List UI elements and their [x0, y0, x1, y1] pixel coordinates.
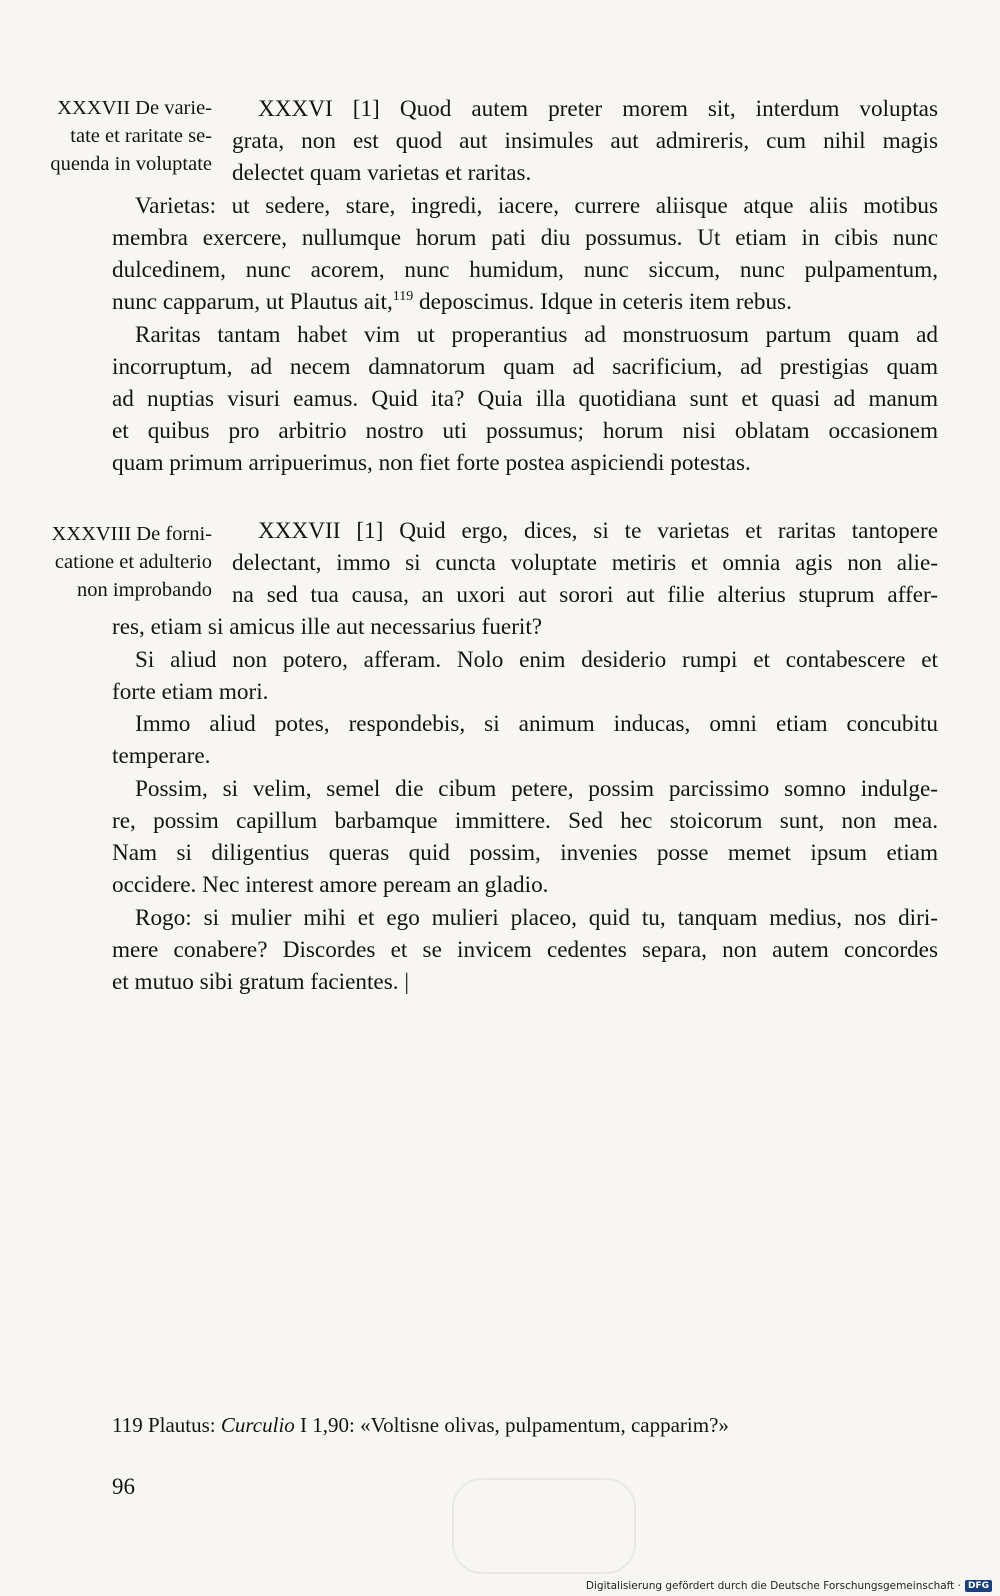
- text-line: et mutuo sibi gratum facientes. |: [112, 969, 410, 995]
- text-line: dulcedinem, nunc acorem, nunc humidum, nunc siccum, nunc pulpamentum,: [112, 257, 938, 283]
- text-line: ad nuptias visuri eamus. Quid ita? Quia illa quotidiana sunt et quasi ad manum: [112, 386, 938, 412]
- text-line: quam primum arripuerimus, non fiet forte postea aspiciendi potestas.: [112, 450, 751, 476]
- text-line: XXXVII [1] Quid ergo, dices, si te varietas et raritas tantopere: [258, 518, 938, 544]
- text-line: temperare.: [112, 743, 211, 769]
- text-line: Varietas: ut sedere, stare, ingredi, iacere, currere aliisque atque aliis motibus: [135, 193, 938, 219]
- footnote: 119 Plautus: Curculio I 1,90: «Voltisne olivas, pulpamentum, capparim?»: [112, 1413, 729, 1437]
- library-stamp-faint: [452, 1478, 636, 1574]
- dfg-logo-icon: DFG: [965, 1580, 992, 1592]
- marginal-note-xxxviii: XXXVIII De forni- catione et adulterio non improbando: [51, 523, 212, 601]
- footnote-ref: 119: [392, 289, 414, 304]
- text-line: Immo aliud potes, respondebis, si animum inducas, omni etiam concubitu: [135, 711, 938, 737]
- text-line: grata, non est quod aut insimules aut admireris, cum nihil magis: [232, 128, 938, 154]
- text-line: Si aliud non potero, afferam. Nolo enim desiderio rumpi et contabescere et: [135, 647, 938, 673]
- digitization-credit: Digitalisierung gefördert durch die Deutsche Forschungsgemeinschaft · DFG: [586, 1580, 992, 1592]
- text-line: na sed tua causa, an uxori aut sorori aut filie alterius stuprum affer-: [232, 582, 938, 608]
- text-line: incorruptum, ad necem damnatorum quam ad sacrificium, ad prestigias quam: [112, 354, 938, 380]
- text-line: XXXVI [1] Quod autem preter morem sit, interdum voluptas: [258, 96, 938, 122]
- text-line: res, etiam si amicus ille aut necessarius fuerit?: [112, 614, 543, 640]
- text-line: membra exercere, nullumque horum pati diu possumus. Ut etiam in cibis nunc: [112, 225, 938, 251]
- text-line: forte etiam mori.: [112, 679, 269, 705]
- text-line: occidere. Nec interest amore peream an gladio.: [112, 872, 549, 898]
- text-line: delectant, immo si cuncta voluptate metiris et omnia agis non alie-: [232, 550, 938, 576]
- text-line: mere conabere? Discordes et se invicem cedentes separa, non autem concordes: [112, 937, 938, 963]
- text-line: Raritas tantam habet vim ut properantius ad monstruosum partum quam ad: [135, 322, 938, 348]
- text-line: delectet quam varietas et raritas.: [232, 160, 532, 186]
- text-line: et quibus pro arbitrio nostro uti possumus; horum nisi oblatam occasionem: [112, 418, 938, 444]
- text-line: re, possim capillum barbamque immittere. Sed hec stoicorum sunt, non mea.: [112, 808, 938, 834]
- marginal-note-xxxvii: XXXVII De varie- tate et raritate se- quenda in voluptate: [50, 97, 212, 175]
- text-line: Possim, si velim, semel die cibum petere, possim parcissimo somno indulge-: [135, 776, 938, 802]
- text-line: nunc capparum, ut Plautus ait,$^{119}$ deposcimus. Idque in ceteris item rebus.: [112, 289, 792, 315]
- page-number: 96: [112, 1474, 135, 1499]
- text-line: Nam si diligentius queras quid possim, invenies posse memet ipsum etiam: [112, 840, 938, 866]
- text-line: Rogo: si mulier mihi et ego mulieri placeo, quid tu, tanquam medius, nos diri-: [135, 905, 938, 931]
